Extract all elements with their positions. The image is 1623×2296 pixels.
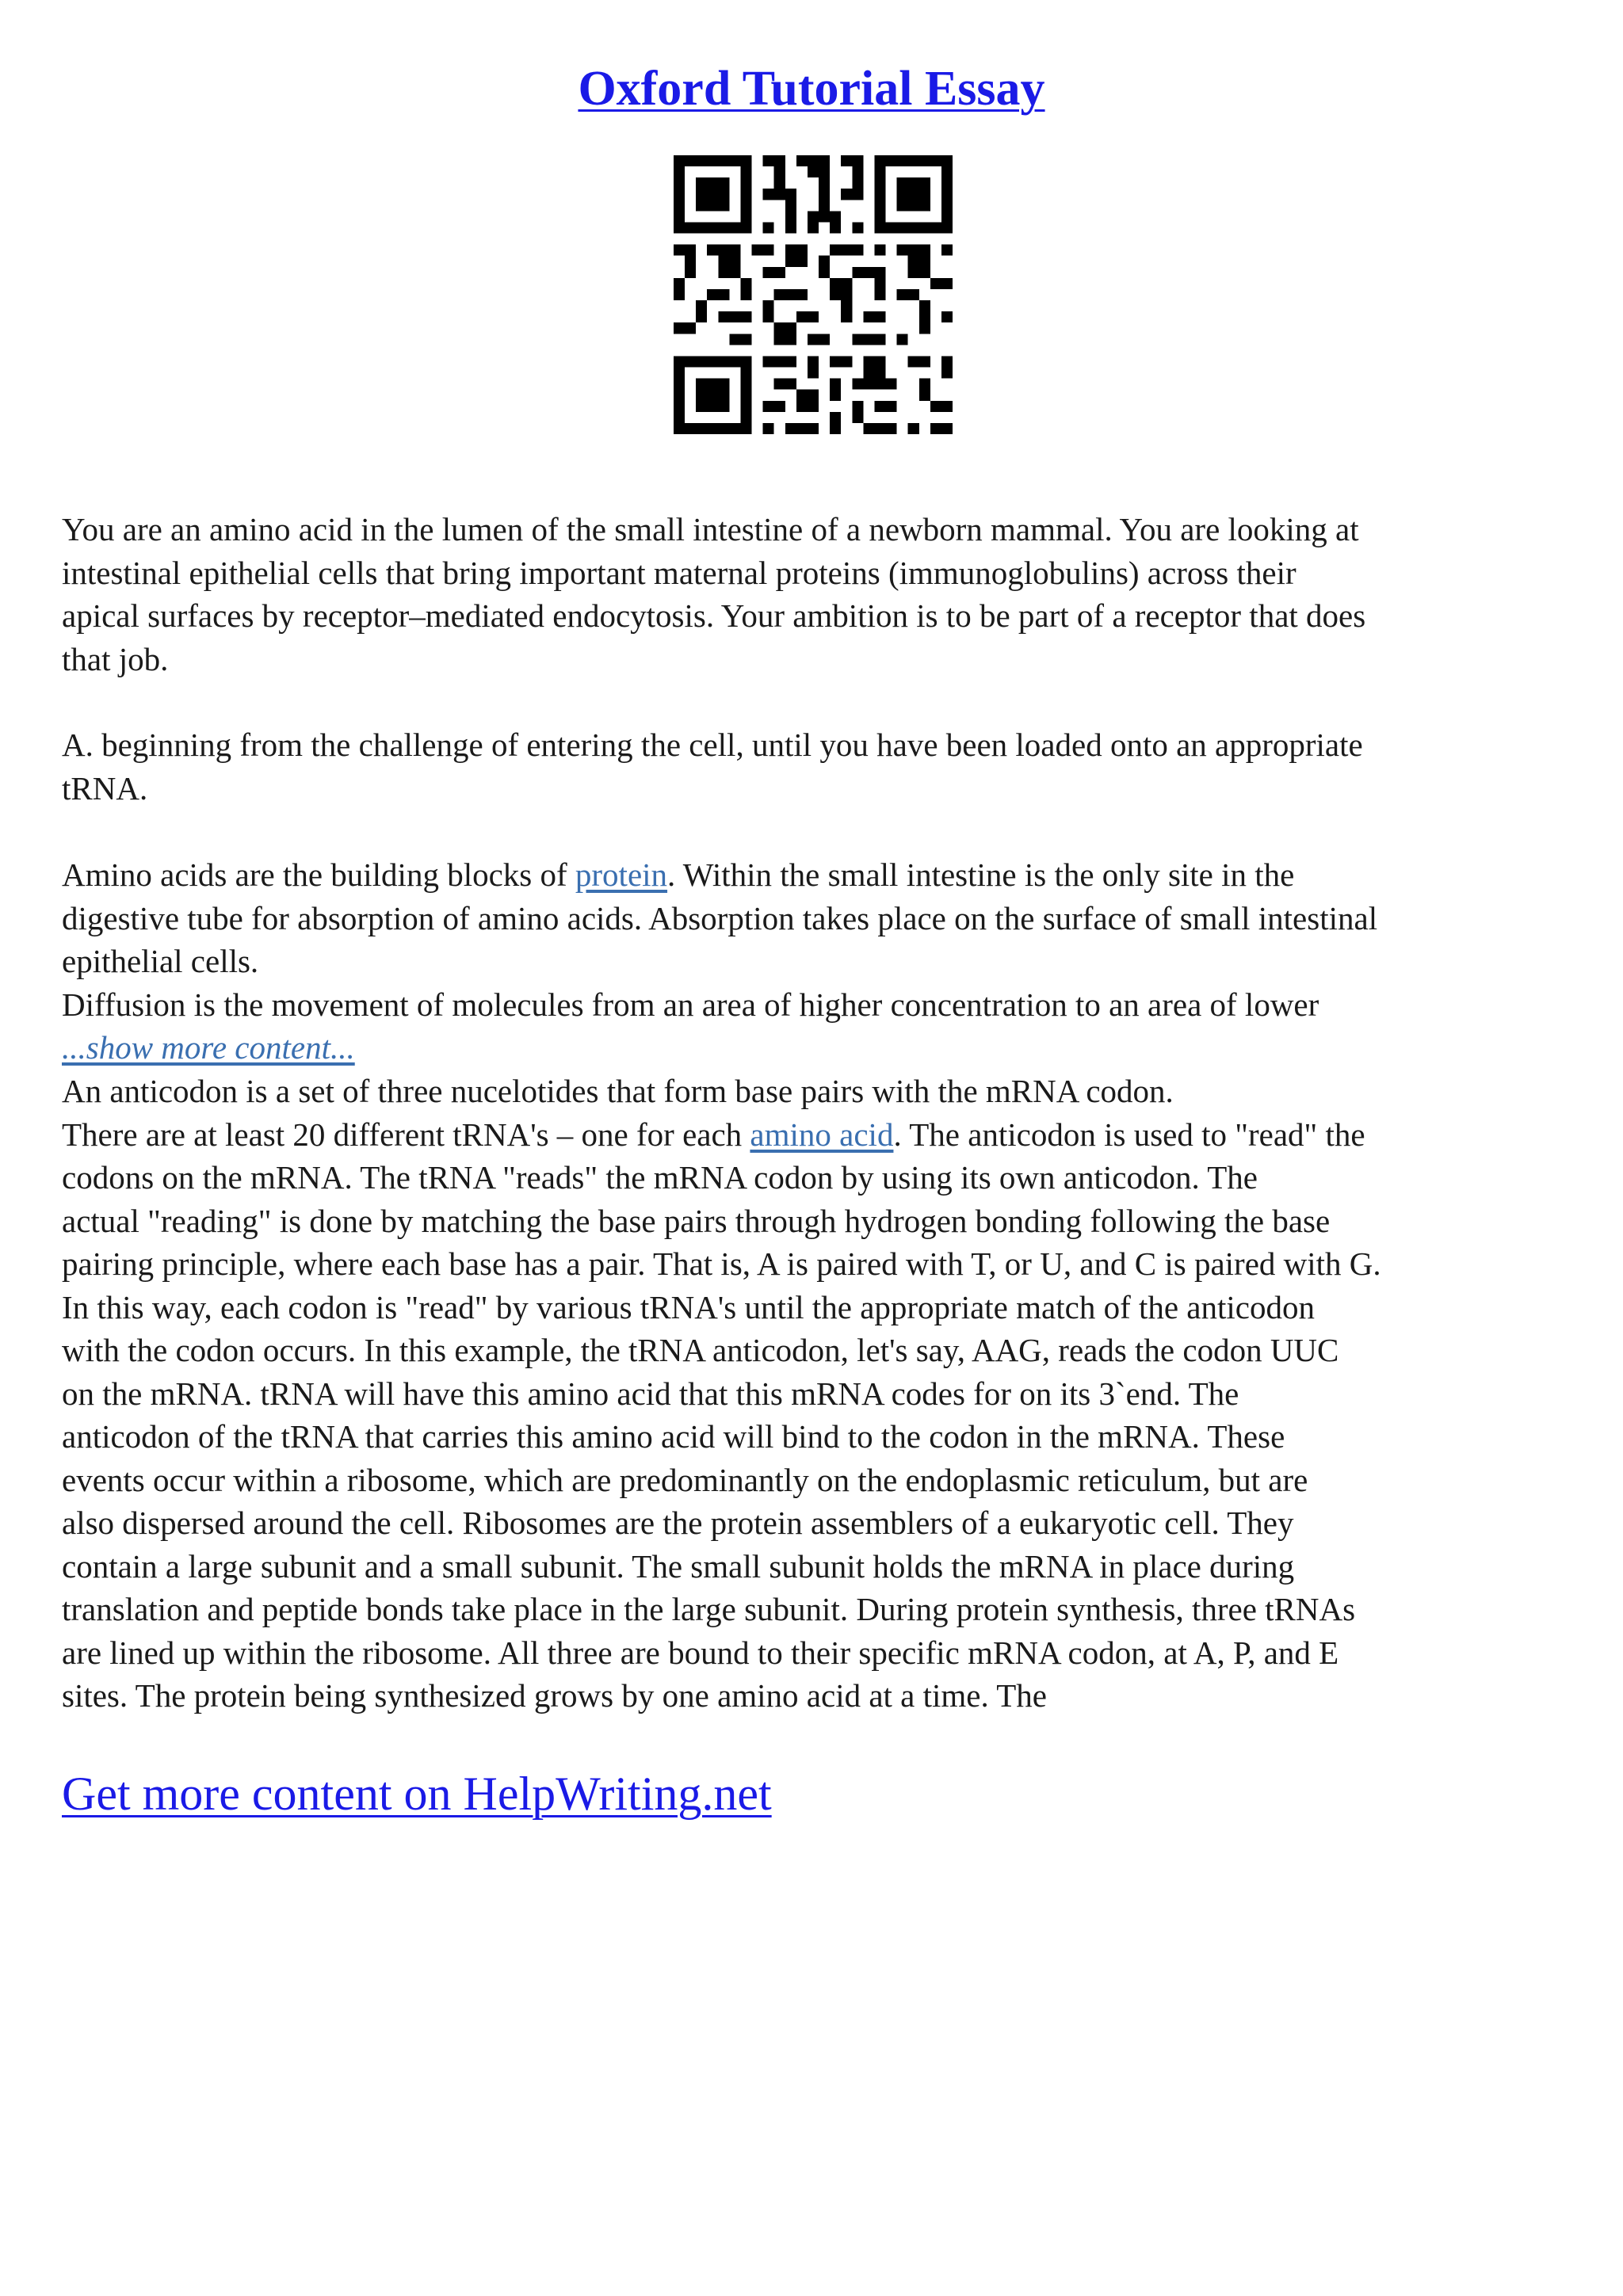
paragraph-amino-acids-text-end: . Within the small intestine is the only site in the digestive tube for absorption of amino acids. Absorption takes place on the surface of small intestinal epithelial cells. Diffusion is the movement of molecules from an area of higher concentration to an area of lower (62, 856, 1378, 1023)
paragraph-amino-acids (62, 853, 1583, 1070)
qr-code-graphic (674, 155, 953, 434)
page-title (0, 57, 1623, 120)
paragraph-anticodon (62, 1070, 1583, 1718)
paragraph-amino-acids-text-start: Amino acids are the building blocks of (62, 856, 575, 893)
amino-acid-link[interactable]: amino acid (750, 1116, 894, 1153)
title-link[interactable]: Oxford Tutorial Essay (578, 62, 1045, 116)
show-more-link[interactable]: ...show more content... (62, 1029, 355, 1066)
paragraph-question: A. beginning from the challenge of entering the cell, until you have been loaded onto an appropriate tRNA. (62, 727, 1363, 807)
helpwriting-link[interactable]: Get more content on HelpWriting.net (62, 1768, 772, 1820)
protein-link[interactable]: protein (575, 856, 668, 893)
paragraph-intro: You are an amino acid in the lumen of the small intestine of a newborn mammal. You are looking at intestinal epithelial cells that bring important maternal proteins (immunoglobulins) across their apical surfaces by receptor–mediated endocytosis. Your ambition is to be part of a receptor that does that job. (62, 511, 1366, 677)
paragraph-anticodon-text-end: . The anticodon is used to "read" the codons on the mRNA. The tRNA "reads" the mRNA codon by using its own anticodon. The actual "reading" is done by matching the base pairs through hydrogen bonding following the base pairing principle, where each base has a pair. That is, A is paired with T, or U, and C is paired with G. In this way, each codon is "read" by various tRNA's until the appropriate match of the anticodon with the codon occurs. In this example, the tRNA anticodon, let's say, AAG, reads the codon UUC on the mRNA. tRNA will have this amino acid that this mRNA codes for on its 3`end. The anticodon of the tRNA that carries this amino acid will bind to the codon in the mRNA. These events occur within a ribosome, which are predominantly on the endoplasmic reticulum, but are also dispersed around the cell. Ribosomes are the protein assemblers of a eukaryotic cell. They contain a large subunit and a small subunit. The small subunit holds the mRNA in place during translation and peptide bonds take place in the large subunit. During protein synthesis, three tRNAs are lined up within the ribosome. All three are bound to their specific mRNA codon, at A, P, and E sites. The protein being synthesized grows by one amino acid at a time. The (62, 1116, 1381, 1714)
qr-code-icon (674, 155, 953, 434)
paragraph-anticodon-text-start: An anticodon is a set of three nucelotides that form base pairs with the mRNA codon. There are at least 20 different tRNA's – one for each (62, 1073, 1174, 1153)
